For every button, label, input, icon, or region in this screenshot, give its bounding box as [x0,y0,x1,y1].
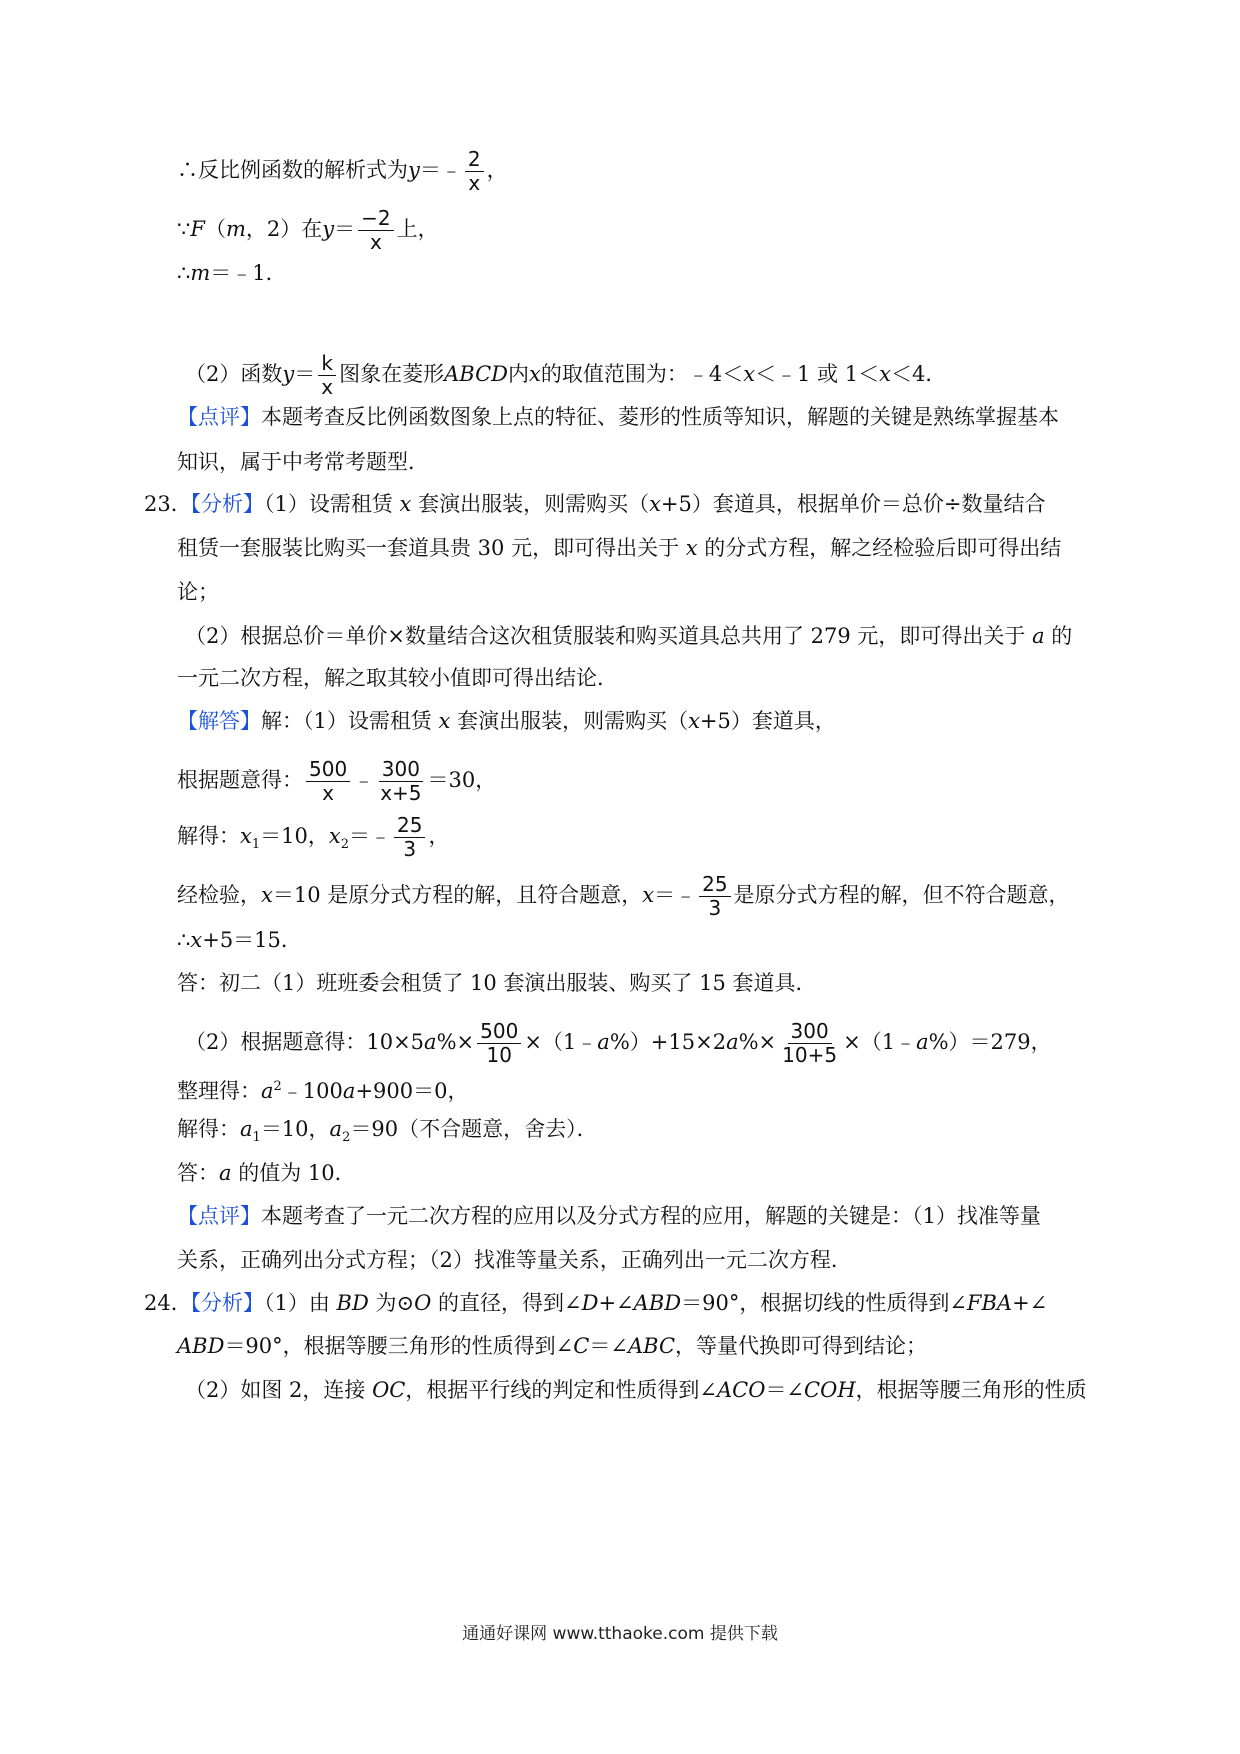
question-number: 23． [144,492,192,516]
comment-tag: 【点评】 [177,1204,261,1228]
analysis-line: 【分析】（1）设需租赁 x 套演出服装，则需购买（x+5）套道具，根据单价＝总价÷数量结合 [180,492,1046,516]
text-line: （2）如图 2，连接 OC，根据平行线的判定和性质得到∠ACO＝∠COH，根据等腰三角形的性质 [185,1378,1087,1402]
solution-line: 【解答】解：（1）设需租赁 x 套演出服装，则需购买（x+5）套道具， [177,709,836,733]
analysis-line: 【分析】（1）由 BD 为⊙O 的直径，得到∠D+∠ABD＝90°，根据切线的性质得到∠FBA+∠ [180,1291,1048,1315]
equation-line: 根据题意得： $\frac{500}{x}$ ﹣ $\frac{300}{x+5}$ ＝30， [177,757,497,805]
equation-line: 整理得：$a^2﹣100a+900=0$， [177,1079,469,1103]
equation-line: （2）根据题意得：10×5a%× $\frac{500}{10}$ ×（1﹣a%）+15×2a%× $\frac{300}{10+5}$ ×（1﹣a%）＝279， [185,1019,1052,1067]
text-line: 租赁一套服装比购买一套道具贵 30 元，即可得出关于 x 的分式方程，解之经检验后即可得出结 [177,536,1062,560]
range-line: （2）函数y＝ $\frac{k}{x}$ 图象在菱形ABCD内x的取值范围为：﹣4＜x＜﹣1 或 1＜x＜4． [185,351,947,399]
conclusion-line: ∴反比例函数的解析式为y＝﹣ $\frac{2}{x}$ ， [177,147,508,195]
text-line: 知识，属于中考常考题型． [177,450,429,474]
fraction: $\frac{25}{3}$ [394,814,425,861]
analysis-tag: 【分析】 [180,492,264,516]
text-line: 经检验，x＝10 是原分式方程的解，且符合题意，x＝﹣ $\frac{25}{3}$ 是原分式方程的解，但不符合题意， [177,872,1070,920]
fraction: $\frac{500}{x}$ [306,758,350,805]
solution-tag: 【解答】 [177,709,261,733]
m-value-line: ∴m＝﹣1． [177,261,287,285]
question-number: 24． [144,1291,192,1315]
fraction: $\frac{300}{10+5}$ [782,1019,838,1067]
fraction: $\frac{-2}{x}$ [358,207,393,254]
comment-line: 【点评】本题考查反比例函数图象上点的特征、菱形的性质等知识，解题的关键是熟练掌握基本 [177,405,1059,429]
page-footer: 通通好课网 www.tthaoke.com 提供下载 [462,1624,778,1644]
fraction: $\frac{300}{x+5}$ [380,757,422,805]
fraction: $\frac{25}{3}$ [699,873,730,920]
text-line: 关系，正确列出分式方程；（2）找准等量关系，正确列出一元二次方程． [177,1248,852,1272]
text-line: ABD＝90°，根据等腰三角形的性质得到∠C＝∠ABC，等量代换即可得到结论； [177,1334,928,1358]
point-f-line: ∵F（m，2）在y＝ $\frac{-2}{x}$ 上， [177,206,439,254]
text-line: ∴x+5＝15． [177,928,302,952]
text-line: 论； [177,580,219,604]
comment-tag: 【点评】 [177,405,261,429]
fraction: $\frac{2}{x}$ [465,148,484,195]
answer-line: 答：初二（1）班班委会租赁了 10 套演出服装、购买了 15 套道具． [177,971,817,995]
analysis-tag: 【分析】 [180,1291,264,1315]
comment-line: 【点评】本题考查了一元二次方程的应用以及分式方程的应用，解题的关键是：（1）找准等量 [177,1204,1041,1228]
fraction: $\frac{k}{x}$ [318,352,336,399]
equation-line: 解得：$a_1=10$，$a_2=90$（不合题意，舍去）． [177,1117,598,1146]
equation-line: 解得：$x_1=10$，$x_2=﹣$ $\frac{25}{3}$ ， [177,813,450,861]
text-line: （2）根据总价＝单价×数量结合这次租赁服装和购买道具总共用了 279 元，即可得出关于 a 的 [185,624,1073,648]
text-line: 一元二次方程，解之取其较小值即可得出结论． [177,666,618,690]
fraction: $\frac{500}{10}$ [477,1020,521,1067]
answer-line: 答：a 的值为 10． [177,1161,356,1185]
